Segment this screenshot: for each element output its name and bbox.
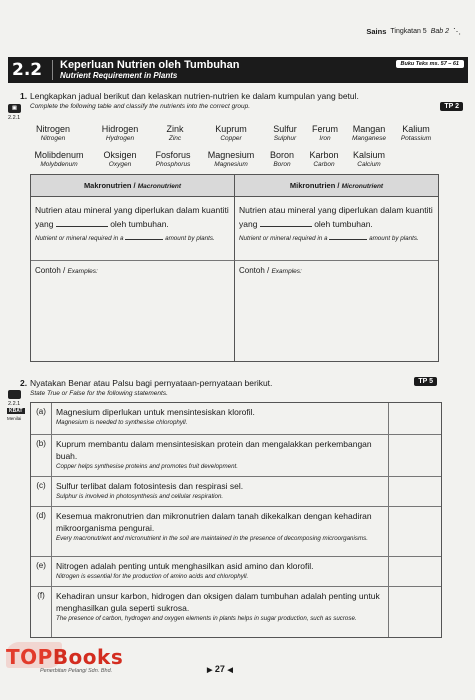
question-1-text: Lengkapkan jadual berikut dan kelaskan nutrien-nutrien ke dalam kumpulan yang betul. xyxy=(30,91,359,101)
answer-cell[interactable] xyxy=(389,557,441,586)
watermark-logo: TOPBooks xyxy=(6,645,124,669)
section-banner xyxy=(8,57,468,83)
question-2-text: Nyatakan Benar atau Palsu bagi pernyataan-pernyataan berikut. xyxy=(30,378,273,388)
nutrient-item: Sulfur Sulphur xyxy=(273,124,297,142)
answer-cell[interactable] xyxy=(389,403,441,434)
nutrient-item: Mangan Manganese xyxy=(352,124,386,142)
question-1-translation: Complete the following table and classify the nutrients into the correct group. xyxy=(30,103,251,110)
question-1-number: 1. xyxy=(20,91,28,101)
book-icon: ▣ xyxy=(8,104,21,113)
section-title: Keperluan Nutrien oleh Tumbuhan xyxy=(60,59,240,71)
statement-text: Kesemua makronutrien dan mikronutrien dalam tanah dikekalkan dengan kehadiran mikroorganisma pengurai. Every macronutrient and micronutrient in the soil are maintained in the presence of decomposing microorganisms. xyxy=(52,507,389,556)
left-triangle-icon: ◀ xyxy=(227,667,233,674)
page-number: ▶ 27 ◀ xyxy=(207,664,233,674)
statement-row xyxy=(31,477,441,507)
kbat-skill: Menilai xyxy=(7,416,22,421)
statement-row xyxy=(31,557,441,587)
macronutrient-definition: Nutrien atau mineral yang diperlukan dalam kuantiti yang oleh tumbuhan. Nutrient or mineral required in a amount by plants. xyxy=(31,197,235,261)
textbook-reference: Buku Teks ms. 57 – 61 xyxy=(396,60,465,68)
nutrient-item: Karbon Carbon xyxy=(309,150,339,168)
right-triangle-icon: ▶ xyxy=(207,667,213,674)
micronutrient-definition: Nutrien atau mineral yang diperlukan dalam kuantiti yang oleh tumbuhan. Nutrient or mineral required in a amount by plants. xyxy=(235,197,438,261)
chapter-label: Bab 2 xyxy=(430,28,449,35)
statement-letter: (a) xyxy=(31,403,52,434)
statement-row xyxy=(31,587,441,637)
macro-amount-blank[interactable] xyxy=(125,234,163,240)
running-header xyxy=(366,27,461,36)
micro-amount-blank[interactable] xyxy=(329,234,367,240)
level-label: Tingkatan 5 xyxy=(390,28,427,35)
syllabus-code: 2.2.1 xyxy=(8,401,21,407)
macro-quantity-blank[interactable] xyxy=(56,219,108,227)
nutrient-item: Hidrogen Hydrogen xyxy=(101,124,139,142)
section-divider xyxy=(52,60,53,80)
statement-letter: (f) xyxy=(31,587,52,637)
true-false-table xyxy=(30,402,442,638)
classification-table xyxy=(30,174,439,362)
statement-letter: (b) xyxy=(31,435,52,476)
syllabus-code: 2.2.1 xyxy=(8,115,21,121)
subject-label: Sains xyxy=(366,27,387,36)
statement-text: Kehadiran unsur karbon, hidrogen dan oksigen dalam tumbuhan adalah penting untuk menghasilkan gula seperti sukrosa. The presence of carbon, hydrogen and oxygen elements in plants helps in sugar production, such as sucrose. xyxy=(52,587,389,637)
chapter-stripes-icon: ⋱ xyxy=(453,27,461,36)
tp-level-badge: TP 5 xyxy=(414,377,437,386)
micronutrient-examples-area[interactable]: Contoh / Examples: xyxy=(239,266,302,275)
question-2-translation: State True or False for the following statements. xyxy=(30,390,168,397)
statement-row xyxy=(31,403,441,435)
nutrient-item: Boron Boron xyxy=(269,150,295,168)
statement-text: Kuprum membantu dalam mensintesiskan protein dan mengalakkan perkembangan buah. Copper helps synthesise proteins and promotes fruit development. xyxy=(52,435,389,476)
nutrient-item: Oksigen Oxygen xyxy=(103,150,137,168)
answer-cell[interactable] xyxy=(389,435,441,476)
statement-letter: (c) xyxy=(31,477,52,506)
nutrient-item: Molibdenum Molybdenum xyxy=(34,150,84,168)
publisher-credit: Penerbitan Pelangi Sdn. Bhd. xyxy=(40,668,113,674)
nutrient-item: Zink Zinc xyxy=(166,124,184,142)
question-2-number: 2. xyxy=(20,378,28,388)
macronutrient-header: Makronutrien / Macronutrient xyxy=(31,175,235,197)
book-icon xyxy=(8,390,21,399)
statement-row xyxy=(31,435,441,477)
tp-level-badge: TP 2 xyxy=(440,102,463,111)
statement-text: Magnesium diperlukan untuk mensintesiskan klorofil. Magnesium is needed to synthesise chlorophyll. xyxy=(52,403,389,434)
nutrient-item: Magnesium Magnesium xyxy=(207,150,255,168)
nutrient-item: Ferum Iron xyxy=(311,124,338,142)
section-number: 2.2 xyxy=(12,60,43,80)
micro-quantity-blank[interactable] xyxy=(260,219,312,227)
nutrient-item: Fosforus Phosphorus xyxy=(155,150,191,168)
nutrient-item: Nitrogen Nitrogen xyxy=(35,124,71,142)
nutrient-item: Kalium Potassium xyxy=(400,124,432,142)
nutrient-item: Kalsium Calcium xyxy=(352,150,385,168)
statement-letter: (d) xyxy=(31,507,52,556)
statement-text: Sulfur terlibat dalam fotosintesis dan respirasi sel. Sulphur is involved in photosynthesis and cellular respiration. xyxy=(52,477,389,506)
answer-cell[interactable] xyxy=(389,477,441,506)
answer-cell[interactable] xyxy=(389,587,441,637)
section-subtitle: Nutrient Requirement in Plants xyxy=(60,71,178,80)
statement-letter: (e) xyxy=(31,557,52,586)
answer-cell[interactable] xyxy=(389,507,441,556)
statement-row xyxy=(31,507,441,557)
statement-text: Nitrogen adalah penting untuk menghasilkan asid amino dan klorofil. Nitrogen is essential for the production of amino acids and chlorophyll. xyxy=(52,557,389,586)
macronutrient-examples-area[interactable]: Contoh / Examples: xyxy=(31,261,235,361)
kbat-badge: KBAT xyxy=(9,408,23,414)
nutrient-item: Kuprum Copper xyxy=(215,124,247,142)
micronutrient-header: Mikronutrien / Micronutrient xyxy=(235,175,438,197)
